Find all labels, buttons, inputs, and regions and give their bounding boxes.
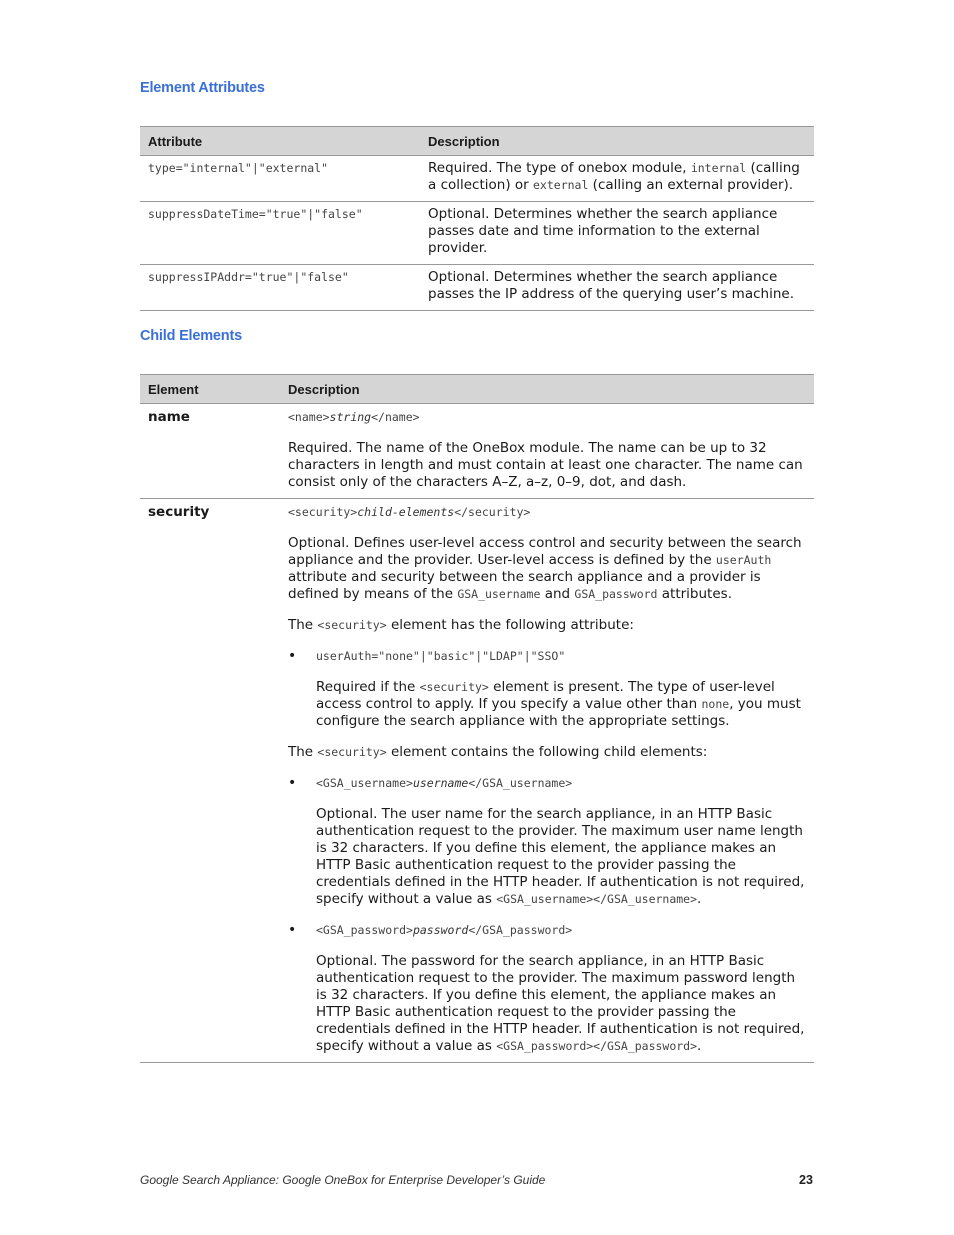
table-row — [140, 265, 814, 311]
description-cell: Required. The type of onebox module, internal (calling a collection) or external (calling an external provider). — [420, 156, 814, 202]
column-header-element: Element — [140, 375, 280, 404]
child-elements-table — [140, 374, 814, 1063]
attribute-cell: suppressDateTime="true"|"false" — [140, 202, 420, 265]
table-row — [140, 202, 814, 265]
table-row — [140, 404, 814, 499]
bullet-icon: • — [288, 922, 297, 938]
description-cell: Optional. Determines whether the search appliance passes date and time information to the external provider. — [420, 202, 814, 265]
table-header-row — [140, 375, 814, 404]
description-paragraph: The <security> element contains the following child elements: — [288, 744, 708, 760]
column-header-description: Description — [420, 127, 814, 156]
column-header-description: Description — [280, 375, 814, 404]
bullet-item: • userAuth="none"|"basic"|"LDAP"|"SSO" — [288, 648, 566, 664]
footer-page-number: 23 — [799, 1173, 813, 1187]
bullet-description: Optional. The password for the search appliance, in an HTTP Basic authentication request to the provider. The maximum password length is 32 characters. If you define this element, the appliance makes an HTTP Basic authentication request to the provider passing the credentials defined in the HTTP header. If authentication is not required, specify without a value as <GSA_password></GSA_password>. — [316, 953, 805, 1054]
attribute-cell: suppressIPAddr="true"|"false" — [140, 265, 420, 311]
description-paragraph: Required. The name of the OneBox module. The name can be up to 32 characters in length and must contain at least one character. The name can consist only of the characters A–Z, a–z, 0–9, dot, and dash. — [288, 440, 803, 490]
table-header-row — [140, 127, 814, 156]
description-cell: Optional. Determines whether the search appliance passes the IP address of the querying user’s machine. — [420, 265, 814, 311]
description-paragraph: The <security> element has the following attribute: — [288, 617, 634, 633]
description-cell — [280, 499, 814, 1063]
section-heading-element-attributes: Element Attributes — [140, 80, 265, 96]
bullet-icon: • — [288, 775, 297, 791]
element-name-cell: name — [140, 404, 280, 499]
attribute-cell: type="internal"|"external" — [140, 156, 420, 202]
bullet-description: Optional. The user name for the search appliance, in an HTTP Basic authentication request to the provider. The maximum user name length is 32 characters. If you define this element, the appliance makes an HTTP Basic authentication request to the provider passing the credentials defined in the HTTP header. If authentication is not required, specify without a value as <GSA_username></GSA_username>. — [316, 806, 805, 907]
attributes-table — [140, 126, 814, 311]
section-heading-child-elements: Child Elements — [140, 328, 242, 344]
table-row — [140, 156, 814, 202]
bullet-item: • <GSA_password>password</GSA_password> — [288, 922, 573, 938]
footer-document-title: Google Search Appliance: Google OneBox for Enterprise Developer’s Guide — [140, 1173, 546, 1187]
description-paragraph: Optional. Defines user-level access control and security between the search appliance and the provider. User-level access is defined by the userAuth attribute and security between the search appliance and a provider is defined by means of the GSA_username and GSA_password attributes. — [288, 535, 802, 602]
syntax-line: <security>child-elements</security> — [288, 505, 531, 519]
bullet-icon: • — [288, 648, 297, 664]
bullet-item: • <GSA_username>username</GSA_username> — [288, 775, 573, 791]
bullet-description: Required if the <security> element is present. The type of user-level access control to apply. If you specify a value other than none, you must configure the search appliance with the appropriate settings. — [316, 679, 801, 729]
column-header-attribute: Attribute — [140, 127, 420, 156]
table-row — [140, 499, 814, 1063]
description-cell — [280, 404, 814, 499]
element-name-cell: security — [140, 499, 280, 1063]
syntax-line: <name>string</name> — [288, 410, 420, 424]
